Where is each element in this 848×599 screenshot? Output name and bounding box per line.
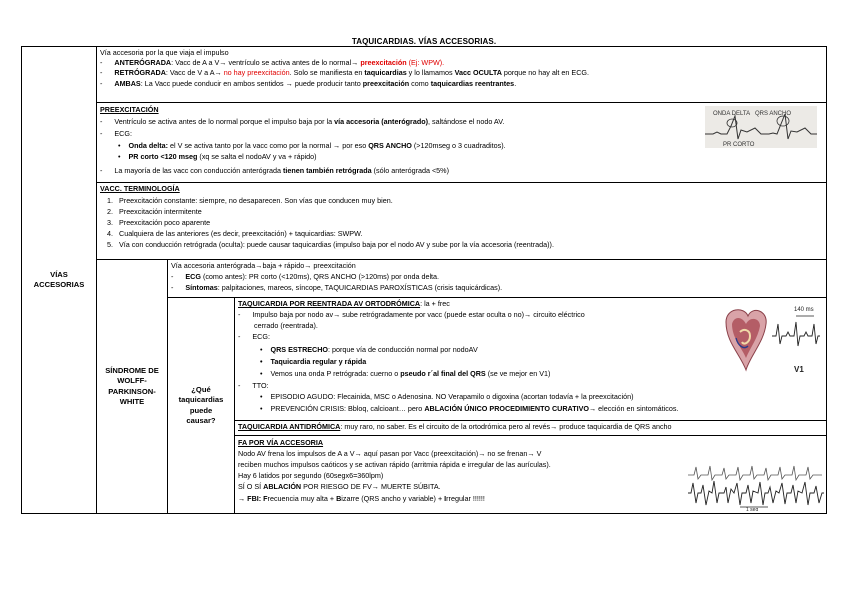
term-item-4	[107, 229, 363, 239]
fa-ecg-svg	[688, 463, 824, 511]
s1-l3e: taquicardias	[364, 68, 407, 77]
taquicardias-question: ¿Qué taquicardias puede causar?	[178, 384, 224, 425]
pr-corto-label: PR CORTO	[723, 142, 755, 148]
fa-line1: Nodo AV frena los impulsos de A a V→ aquí pasan por Vacc (preexcitación)→ no se frenan→ V	[238, 449, 542, 458]
ecg-sketch-svg	[705, 106, 817, 148]
fa-line4	[238, 482, 441, 492]
s1-l2b: : Vacc de A a V→ ventrículo se activa antes de lo normal→	[171, 58, 361, 67]
term-item-5	[107, 240, 554, 250]
wpw-l3b: : palpitaciones, mareos, síncope, TAQUICARDIAS PAROXÍSTICAS (crisis taquicárdicas).	[217, 283, 503, 292]
s2-l3a: Onda delta:	[128, 141, 169, 150]
num-1: 1.	[107, 196, 113, 205]
fa-l5c: B	[336, 494, 342, 503]
orto-line8: • PREVENCIÓN CRISIS: Bbloq, calcioant… pero ABLACIÓN ÚNICO PROCEDIMIENTO CURATIVO→ elección en sintomáticos.	[260, 404, 679, 413]
term-text-5: Vía con conducción retrógrada (oculta): puede causar taquicardias (impulso baja por el nodo AV y sube por la vía accesoria (reentrada)).	[119, 240, 554, 249]
wpw-line3: - Síntomas: palpitaciones, mareos, síncope, TAQUICARDIAS PAROXÍSTICAS (crisis taquicárdicas).	[171, 283, 503, 292]
fa-heading: FA POR VÍA ACCESORIA	[238, 438, 324, 447]
orto-l7: EPISODIO AGUDO: Flecainida, MSC o Adenosina. NO Verapamilo o digoxina (acortan todavía + la preexcitación)	[270, 392, 634, 401]
qrs-ancho-label: QRS ANCHO	[755, 111, 792, 117]
wpw-sintomas-term: Síntomas	[185, 283, 218, 292]
s1-line1: Vía accesoria por la que viaja el impulso	[100, 48, 229, 57]
fa-ecg-image	[688, 463, 824, 511]
orto-l2: ECG:	[252, 332, 270, 341]
term-item-1	[107, 196, 393, 206]
s1-l4b: : La Vacc puede conducir en ambos sentidos → puede producir tanto	[140, 79, 363, 88]
s2-line3: • Onda delta: el V se activa tanto por la vacc como por la normal → por eso QRS ANCHO (>120mseg o 3 cuadraditos).	[118, 141, 506, 150]
fa-line5	[238, 494, 485, 504]
fa-line2: reciben muchos impulsos caóticos y se activan rápido (arritmia rápida e irregular de las aurículas).	[238, 460, 551, 469]
orto-heading-line	[238, 299, 450, 309]
fa-l4c: POR RIESGO DE FV→ MUERTE SÚBITA.	[301, 482, 441, 491]
s2-l1b: vía accesoria (anterógrado)	[334, 117, 428, 126]
s2-l3b: el V se activa tanto por la vacc como por la normal → por eso	[168, 141, 369, 150]
document-title: TAQUICARDIAS. VÍAS ACCESORIAS.	[351, 37, 497, 46]
anterograda-term: ANTERÓGRADA	[114, 58, 172, 67]
fa-l5e: I	[444, 494, 447, 503]
orto-l5a: Vemos una onda P retrógrada: cuerno o	[270, 369, 401, 378]
wpw-ecg-term: ECG	[185, 272, 201, 281]
orto-l1: Impulso baja por nodo av→ sube retrógradamente por vacc (puede estar oculta o no)→ circuito eléctrico	[252, 310, 585, 319]
orto-line1b: cerrado (reentrada).	[254, 321, 318, 330]
orto-l4: Taquicardia regular y rápida	[270, 357, 367, 366]
orto-line2: - ECG:	[238, 332, 270, 341]
s1-l3f: y lo llamamos	[406, 68, 455, 77]
onda-delta-label: ONDA DELTA	[713, 111, 751, 117]
ecg-preexcitacion-image	[705, 106, 817, 148]
wpw-line2: - ECG (como antes): PR corto (<120ms), QRS ANCHO (>120ms) por onda delta.	[171, 272, 440, 281]
vias-accesorias-label	[21, 46, 97, 514]
term-text-3: Preexcitación poco aparente	[119, 218, 211, 227]
s1-l4f: .	[514, 79, 517, 88]
s1-l3d: . Solo se manifiesta en	[289, 68, 365, 77]
wpw-label-cell	[96, 259, 168, 514]
orto-l8c: → elección en sintomáticos.	[588, 404, 679, 413]
fa-l4b: ABLACIÓN	[263, 482, 302, 491]
s1-line2: - ANTERÓGRADA: Vacc de A a V→ ventrículo se activa antes de lo normal→ preexcitación (Ej: WPW).	[100, 58, 445, 67]
s2-l5c: (sólo anterógrada <5%)	[371, 166, 449, 175]
s1-line4: - AMBAS: La Vacc puede conducir en ambos sentidos → puede producir tanto preexcitación como taquicardias reentrantes.	[100, 79, 517, 88]
retrograda-term: RETRÓGRADA	[114, 68, 166, 77]
orto-l3a: QRS ESTRECHO	[270, 345, 329, 354]
terminologia-heading: VACC. TERMINOLOGÍA	[100, 184, 180, 193]
s1-l3g: Vacc OCULTA	[454, 68, 502, 77]
s2-line1: - Ventrículo se activa antes de lo normal porque el impulso baja por la vía accesoria (anterógrado), saltándose el nodo AV.	[100, 117, 505, 126]
s1-l3b: : Vacc de V a A→	[165, 68, 224, 77]
s1-l2d: (Ej: WPW).	[406, 58, 445, 67]
orto-line4: • Taquicardia regular y rápida	[260, 357, 367, 366]
num-3: 3.	[107, 218, 113, 227]
heart-ecg-svg	[722, 302, 820, 378]
s2-l3d: (>120mseg o 3 cuadraditos).	[411, 141, 506, 150]
s2-l5b: tienen también retrógrada	[282, 166, 372, 175]
anti-line	[238, 422, 672, 432]
anti-tail: : muy raro, no saber. Es el circuito de la ortodrómica pero al revés→ produce taquicardia de QRS ancho	[340, 422, 672, 431]
s2-l5a: La mayoría de las vacc con conducción anterógrada	[114, 166, 283, 175]
heart-ecg-image	[722, 302, 820, 378]
s1-l4d: como	[409, 79, 431, 88]
term-item-3	[107, 218, 210, 228]
orto-line5: • Vemos una onda P retrógrada: cuerno o pseudo r´al final del QRS (se ve mejor en V1)	[260, 369, 551, 378]
term-text-2: Preexcitación intermitente	[119, 207, 202, 216]
wpw-line1: Vía accesoria anterógrada→baja + rápido→ preexcitación	[171, 261, 356, 270]
orto-l5c: (se ve mejor en V1)	[485, 369, 551, 378]
fa-l5d: izarre (QRS ancho y variable) +	[341, 494, 445, 503]
orto-heading-tail: : la + frec	[420, 299, 450, 308]
fa-l5b: recuencia muy alta +	[267, 494, 337, 503]
s2-l2: ECG:	[114, 129, 132, 138]
preexcitacion-heading: PREEXCITACIÓN	[100, 105, 159, 114]
s1-line3: - RETRÓGRADA: Vacc de V a A→ no hay preexcitación. Solo se manifiesta en taquicardias y lo llamamos Vacc OCULTA porque no hay alt en ECG.	[100, 68, 589, 77]
wpw-l2b: (como antes): PR corto (<120ms), QRS ANCHO (>120ms) por onda delta.	[200, 272, 440, 281]
s2-l3c: QRS ANCHO	[368, 141, 412, 150]
wpw-label: SÍNDROME DE WOLFF-PARKINSON-WHITE	[105, 365, 159, 406]
orto-l8b: ABLACIÓN ÚNICO PROCEDIMIENTO CURATIVO	[424, 404, 589, 413]
s2-line5: - La mayoría de las vacc con conducción anterógrada tienen también retrógrada (sólo anterógrada <5%)	[100, 166, 449, 175]
orto-line6: - TTO:	[238, 381, 269, 390]
v1-label: V1	[794, 365, 804, 374]
vias-accesorias-text: VÍAS ACCESORIAS	[33, 269, 85, 289]
s2-l4a: PR corto <120 mseg	[128, 152, 198, 161]
num-4: 4.	[107, 229, 113, 238]
num-2: 2.	[107, 207, 113, 216]
orto-l5b: pseudo r´al final del QRS	[400, 369, 486, 378]
orto-heading: TAQUICARDIA POR REENTRADA AV ORTODRÓMICA	[238, 299, 421, 308]
fa-line3: Hay 6 latidos por segundo (60segx6=360lpm)	[238, 471, 384, 480]
fa-l5f: rregular !!!!!!	[446, 494, 485, 503]
s1-l3h: porque no hay alt en ECG.	[501, 68, 589, 77]
ms-label: 140 ms	[794, 307, 814, 313]
s2-l1c: , saltándose el nodo AV.	[428, 117, 505, 126]
term-text-1: Preexcitación constante: siempre, no desaparecen. Son vías que conducen muy bien.	[119, 196, 393, 205]
s2-line4: • PR corto <120 mseg (xq se salta el nodoAV y va + rápido)	[118, 152, 317, 161]
orto-l3b: : porque vía de conducción normal por nodoAV	[328, 345, 478, 354]
fa-l5a: → FBI: F	[238, 494, 268, 503]
orto-line7: • EPISODIO AGUDO: Flecainida, MSC o Adenosina. NO Verapamilo o digoxina (acortan todavía + la preexcitación)	[260, 392, 634, 401]
orto-line1: - Impulso baja por nodo av→ sube retrógradamente por vacc (puede estar oculta o no)→ circuito eléctrico	[238, 310, 585, 319]
no-preexcitacion-red: no hay preexcitación	[223, 68, 290, 77]
fa-scale-label: 1 seg	[746, 507, 759, 511]
num-5: 5.	[107, 240, 113, 249]
term-item-2	[107, 207, 202, 217]
orto-line3: • QRS ESTRECHO: porque vía de conducción normal por nodoAV	[260, 345, 478, 354]
term-text-4: Cualquiera de las anteriores (es decir, preexcitación) + taquicardias: SWPW.	[119, 229, 363, 238]
preexcitacion-red: preexcitación	[360, 58, 407, 67]
orto-l8a: PREVENCIÓN CRISIS: Bbloq, calcioant… pero	[270, 404, 425, 413]
ambas-term: AMBAS	[114, 79, 141, 88]
fa-l4a: SÍ O SÍ	[238, 482, 264, 491]
orto-l6: TTO:	[252, 381, 269, 390]
s2-l4b: (xq se salta el nodoAV y va + rápido)	[197, 152, 317, 161]
s2-line2: - ECG:	[100, 129, 132, 138]
s1-l4e: taquicardias reentrantes	[430, 79, 515, 88]
taquicardias-question-cell	[167, 297, 235, 514]
s1-l4c: preexcitación	[362, 79, 410, 88]
anti-heading: TAQUICARDIA ANTIDRÓMICA	[238, 422, 341, 431]
s2-l1a: Ventrículo se activa antes de lo normal porque el impulso baja por la	[114, 117, 335, 126]
